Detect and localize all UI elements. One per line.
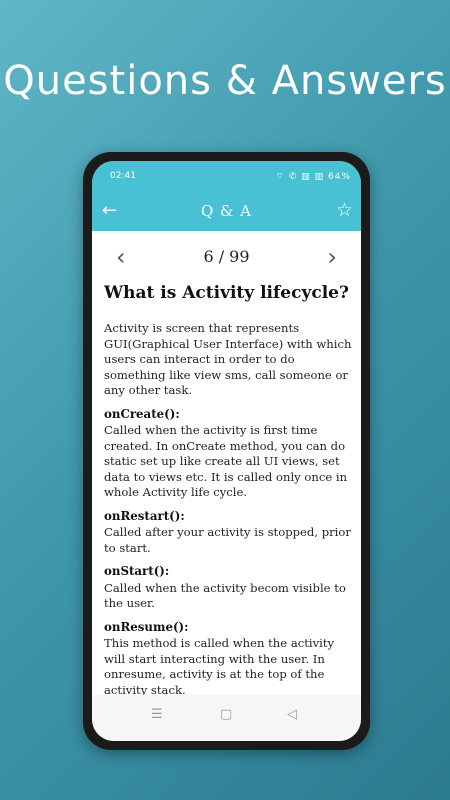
app-title: Q & A [200,202,253,220]
page-indicator: 6 / 99 [203,247,250,266]
section-text: Called when the activity becom visible to the user. [104,580,346,610]
chevron-right-icon[interactable]: › [327,243,337,271]
question-title: What is Activity lifecycle? [104,283,349,303]
status-bar [92,161,361,193]
answer-intro: Activity is screen that represents GUI(Graphical User Interface) with which users can interact in order to do something like view sms, call someone or any other task. [104,321,352,397]
answer-body [104,321,354,695]
phone-frame [83,152,370,750]
menu-icon[interactable]: ☰ [151,707,163,722]
pager [92,245,361,273]
section-heading: onStart(): [104,564,170,578]
system-nav-bar [92,695,361,741]
home-icon[interactable]: ▢ [220,707,233,722]
section-heading: onResume(): [104,619,189,634]
status-icons: ⌔ ✆ ▥ ▥ 64% [275,172,351,182]
chevron-left-icon[interactable]: ‹ [116,243,126,271]
status-time: 02:41 [110,171,136,181]
section-text: Called when the activity is first time created. In onCreate method, you can do static set up like create all UI views, set data to views etc. It is called only once in whole Activity life cycle. [104,423,348,499]
section-heading: onCreate(): [104,406,180,421]
back-arrow-icon[interactable]: ← [102,200,118,221]
phone-screen [92,161,361,741]
section-text: Called after your activity is stopped, prior to start. [104,525,351,555]
star-icon[interactable]: ☆ [335,199,353,221]
question-content [92,231,361,695]
section-text: This method is called when the activity will start interacting with the user. In onresume, activity is at the top of the activity stack. [104,636,335,695]
app-bar [92,193,361,231]
section-heading: onRestart(): [104,508,185,523]
promo-title: Questions & Answers [3,58,447,104]
back-triangle-icon[interactable]: ◁ [287,707,297,722]
